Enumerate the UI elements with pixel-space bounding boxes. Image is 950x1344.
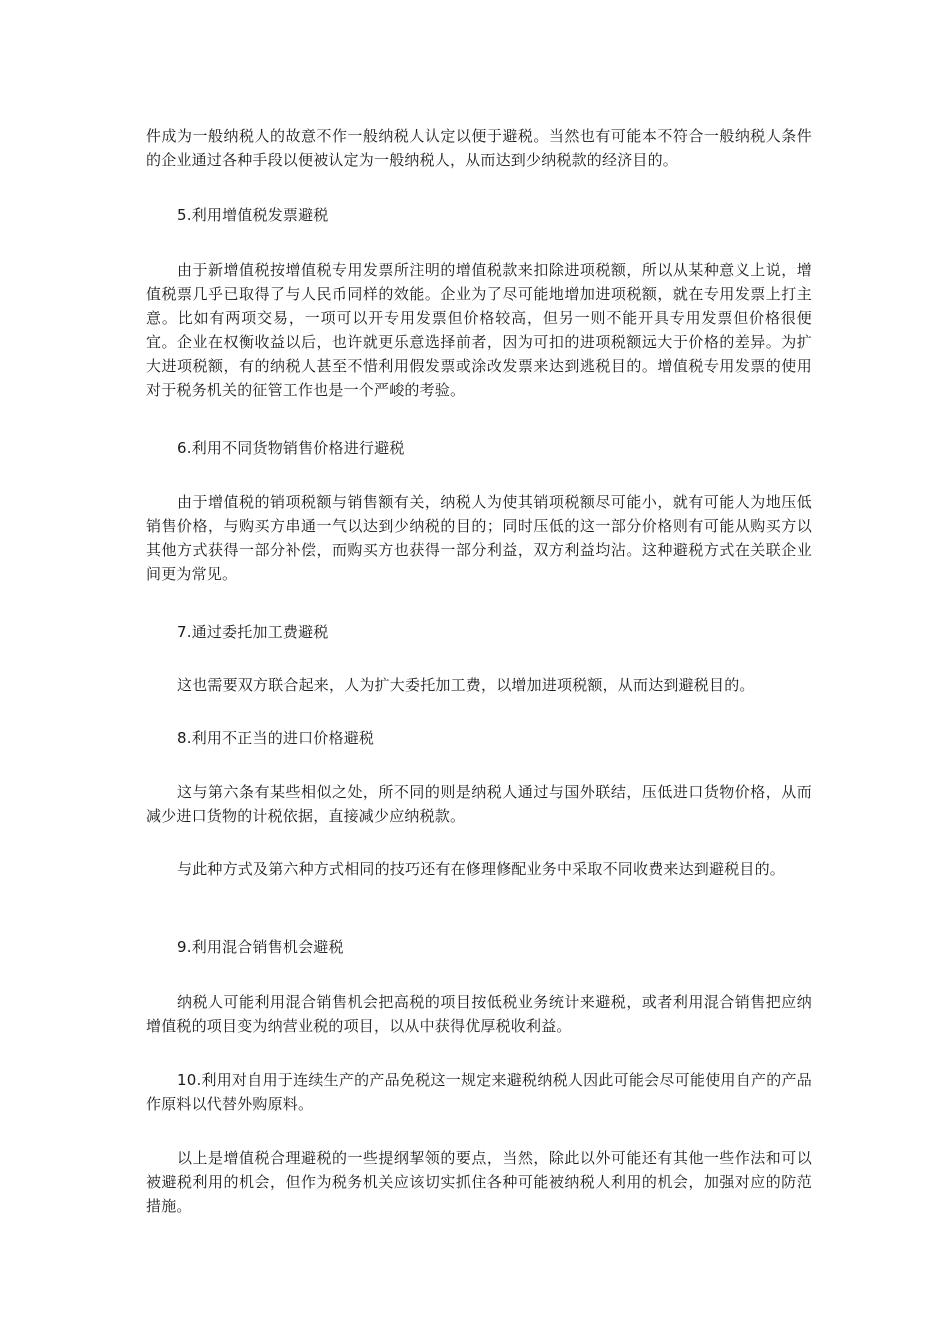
section-8-paragraph-b: 与此种方式及第六种方式相同的技巧还有在修理修配业务中采取不同收费来达到避税目的。 (177, 860, 786, 878)
section-9-paragraph: 纳税人可能利用混合销售机会把高税的项目按低税业务统计来避税，或者利用混合销售把应纳增值税的项目变为纳营业税的项目，以从中获得优厚税收利益。 (146, 993, 812, 1035)
section-10-paragraph: 10.利用对自用于连续生产的产品免税这一规定来避税纳税人因此可能会尽可能使用自产的产品作原料以代替外购原料。 (146, 1071, 812, 1113)
section-5-heading: 5.利用增值税发票避税 (177, 206, 329, 224)
section-9-heading: 9.利用混合销售机会避税 (177, 938, 344, 956)
conclusion-paragraph: 以上是增值税合理避税的一些提纲挈领的要点，当然，除此以外可能还有其他一些作法和可以被避税利用的机会，但作为税务机关应该切实抓住各种可能被纳税人利用的机会，加强对应的防范措施。 (146, 1149, 812, 1215)
section-8-paragraph-a: 这与第六条有某些相似之处，所不同的则是纳税人通过与国外联结，压低进口货物价格，从而减少进口货物的计税依据，直接减少应纳税款。 (146, 783, 812, 825)
section-6-heading: 6.利用不同货物销售价格进行避税 (177, 439, 405, 457)
intro-paragraph: 件成为一般纳税人的故意不作一般纳税人认定以便于避税。当然也有可能本不符合一般纳税人条件的企业通过各种手段以便被认定为一般纳税人，从而达到少纳税款的经济目的。 (146, 127, 812, 169)
section-7-paragraph: 这也需要双方联合起来，人为扩大委托加工费，以增加进项税额，从而达到避税目的。 (177, 676, 755, 694)
section-7-heading: 7.通过委托加工费避税 (177, 623, 329, 641)
section-6-paragraph: 由于增值税的销项税额与销售额有关，纳税人为使其销项税额尽可能小，就有可能人为地压低销售价格，与购买方串通一气以达到少纳税的目的；同时压低的这一部分价格则有可能从购买方以其他方式获得一部分补偿，而购买方也获得一部分利益，双方利益均沾。这种避税方式在关联企业间更为常见。 (146, 493, 812, 583)
section-8-heading: 8.利用不正当的进口价格避税 (177, 729, 375, 747)
section-5-paragraph: 由于新增值税按增值税专用发票所注明的增值税款来扣除进项税额，所以从某种意义上说，增值税票几乎已取得了与人民币同样的效能。企业为了尽可能地增加进项税额，就在专用发票上打主意。比如有两项交易，一项可以开专用发票但价格较高，但另一则不能开具专用发票但价格很便宜。企业在权衡收益以后，也许就更乐意选择前者，因为可扣的进项税额远大于价格的差异。为扩大进项税额，有的纳税人甚至不惜利用假发票或涂改发票来达到逃税目的。增值税专用发票的使用对于税务机关的征管工作也是一个严峻的考验。 (146, 261, 812, 399)
